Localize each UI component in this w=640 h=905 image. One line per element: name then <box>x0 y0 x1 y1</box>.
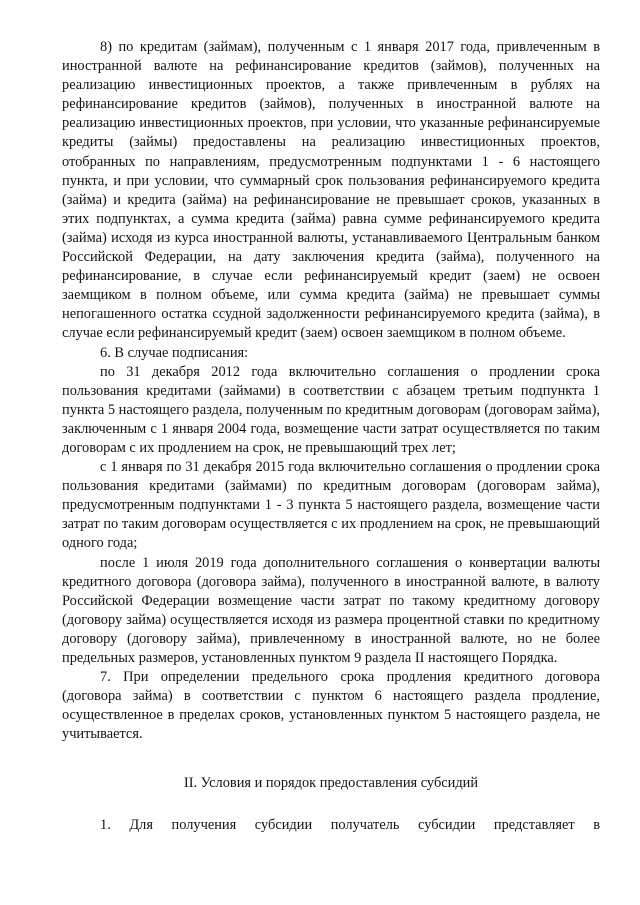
paragraph-6-item-2: с 1 января по 31 декабря 2015 года включительно соглашения о продлении срока пользования кредитами (займами) по кредитным договорам (договорам займа), предусмотренным подпунктами 1 - 3 пункта 5 настоящего раздела, возмещение части затрат по таким договорам осуществляется с их продлением на срок, не превышающий одного года; <box>62 459 600 552</box>
spacer <box>62 794 600 816</box>
section-first-line: 1. Для получения субсидии получатель субсидии представляет в <box>100 816 600 833</box>
section-heading: II. Условия и порядок предоставления субсидий <box>183 775 479 792</box>
paragraph-7: 7. При определении предельного срока продления кредитного договора (договора займа) в соответствии с пунктом 6 настоящего раздела продление, осуществленное в пределах сроков, установленных пунктом 5 настоящего раздела, не учитывается. <box>62 669 600 743</box>
paragraph-8: 8) по кредитам (займам), полученным с 1 января 2017 года, привлеченным в иностранной валюте на рефинансирование кредитов (займов), полученных на реализацию инвестиционных проектов, а также привлеченным в рублях на рефинансирование кредитов (займов), полученных в иностранной валюте на реализацию инвестиционных проектов, при условии, что указанные рефинансируемые кредиты (займы) предоставлены на реализацию инвестиционных проектов, отобранных по направлениям, предусмотренным подпунктами 1 - 6 настоящего пункта, и при условии, что суммарный срок пользования рефинансируемого кредита (займа) и кредита (займа) на рефинансирование не превышает сроков, указанных в этих подпунктах, а сумма кредита (займа) равна сумме рефинансируемого кредита (займа) исходя из курса иностранной валюты, устанавливаемого Центральным банком Российской Федерации, на дату заключения кредита (займа), полученного на рефинансирование, в случае если рефинансируемый кредит (заем) не освоен заемщиком в полном объеме, или сумма кредита (займа) не превышает суммы непогашенного остатка ссудной задолженности рефинансируемого кредита (займа), в случае если рефинансируемый кредит (заем) освоен заемщиком в полном объеме. <box>62 39 600 342</box>
document-page <box>62 38 600 835</box>
spacer <box>62 744 600 774</box>
paragraph-6-item-1: по 31 декабря 2012 года включительно соглашения о продлении срока пользования кредитами (займами) в соответствии с абзацем третьим подпункта 1 пункта 5 настоящего раздела, полученным по кредитным договорам (договорам займа), заключенным с 1 января 2004 года, возмещение части затрат осуществляется по таким договорам с их продлением на срок, не превышающий трех лет; <box>62 363 601 456</box>
paragraph-6-item-3: после 1 июля 2019 года дополнительного соглашения о конвертации валюты кредитного договора (договора займа), полученного в иностранной валюте, в валюту Российской Федерации возмещение части затрат по такому кредитному договору (договору займа) осуществляется исходя из размера процентной ставки по кредитному договору (договору займа), привлеченному в иностранной валюте, но не более предельных размеров, установленных пунктом 9 раздела II настоящего Порядка. <box>62 554 600 666</box>
paragraph-6-intro: 6. В случае подписания: <box>100 344 249 361</box>
